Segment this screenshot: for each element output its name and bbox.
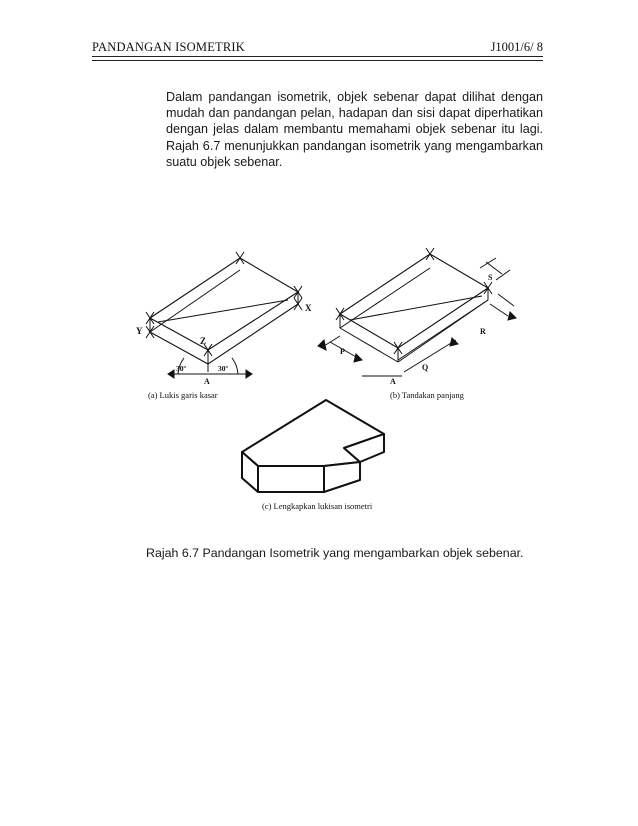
label-a-z: Z <box>200 336 207 346</box>
figure-6-7 <box>112 240 522 525</box>
header-code: J1001/6/ 8 <box>490 40 543 54</box>
label-a-a: A <box>204 377 210 386</box>
label-b-a: A <box>390 377 396 386</box>
label-b-q: Q <box>422 363 429 372</box>
label-a-angle-left: 30º <box>176 364 186 373</box>
body-paragraph: Dalam pandangan isometrik, objek sebenar dapat dilihat dengan mudah dan pandangan pelan, hadapan dan sisi dapat diperhatikan dengan jelas dalam membantu memahami objek sebenar itu lagi. Rajah 6.7 menunjukkan pandangan isometrik yang mengambarkan suatu objek sebenar. <box>166 90 543 169</box>
figure-c-drawing <box>242 400 384 492</box>
label-b-r: R <box>480 327 486 336</box>
header-rule-thick <box>92 56 543 57</box>
label-a-y: Y <box>136 326 143 336</box>
caption-c: (c) Lengkapkan lukisan isometri <box>262 501 373 511</box>
label-b-p: P <box>340 347 345 356</box>
header-rule-thin <box>92 60 543 61</box>
label-b-s: S <box>488 273 493 282</box>
caption-a: (a) Lukis garis kasar <box>148 390 218 400</box>
label-a-x: X <box>305 303 312 313</box>
header-title: PANDANGAN ISOMETRIK <box>92 40 246 54</box>
figure-b-drawing <box>318 248 516 376</box>
figure-caption: Rajah 6.7 Pandangan Isometrik yang mengambarkan objek sebenar. <box>146 546 524 560</box>
label-a-angle-right: 30º <box>218 364 228 373</box>
caption-b: (b) Tandakan panjang <box>390 390 464 400</box>
figure-a-drawing <box>146 252 302 378</box>
page-header <box>92 40 543 54</box>
